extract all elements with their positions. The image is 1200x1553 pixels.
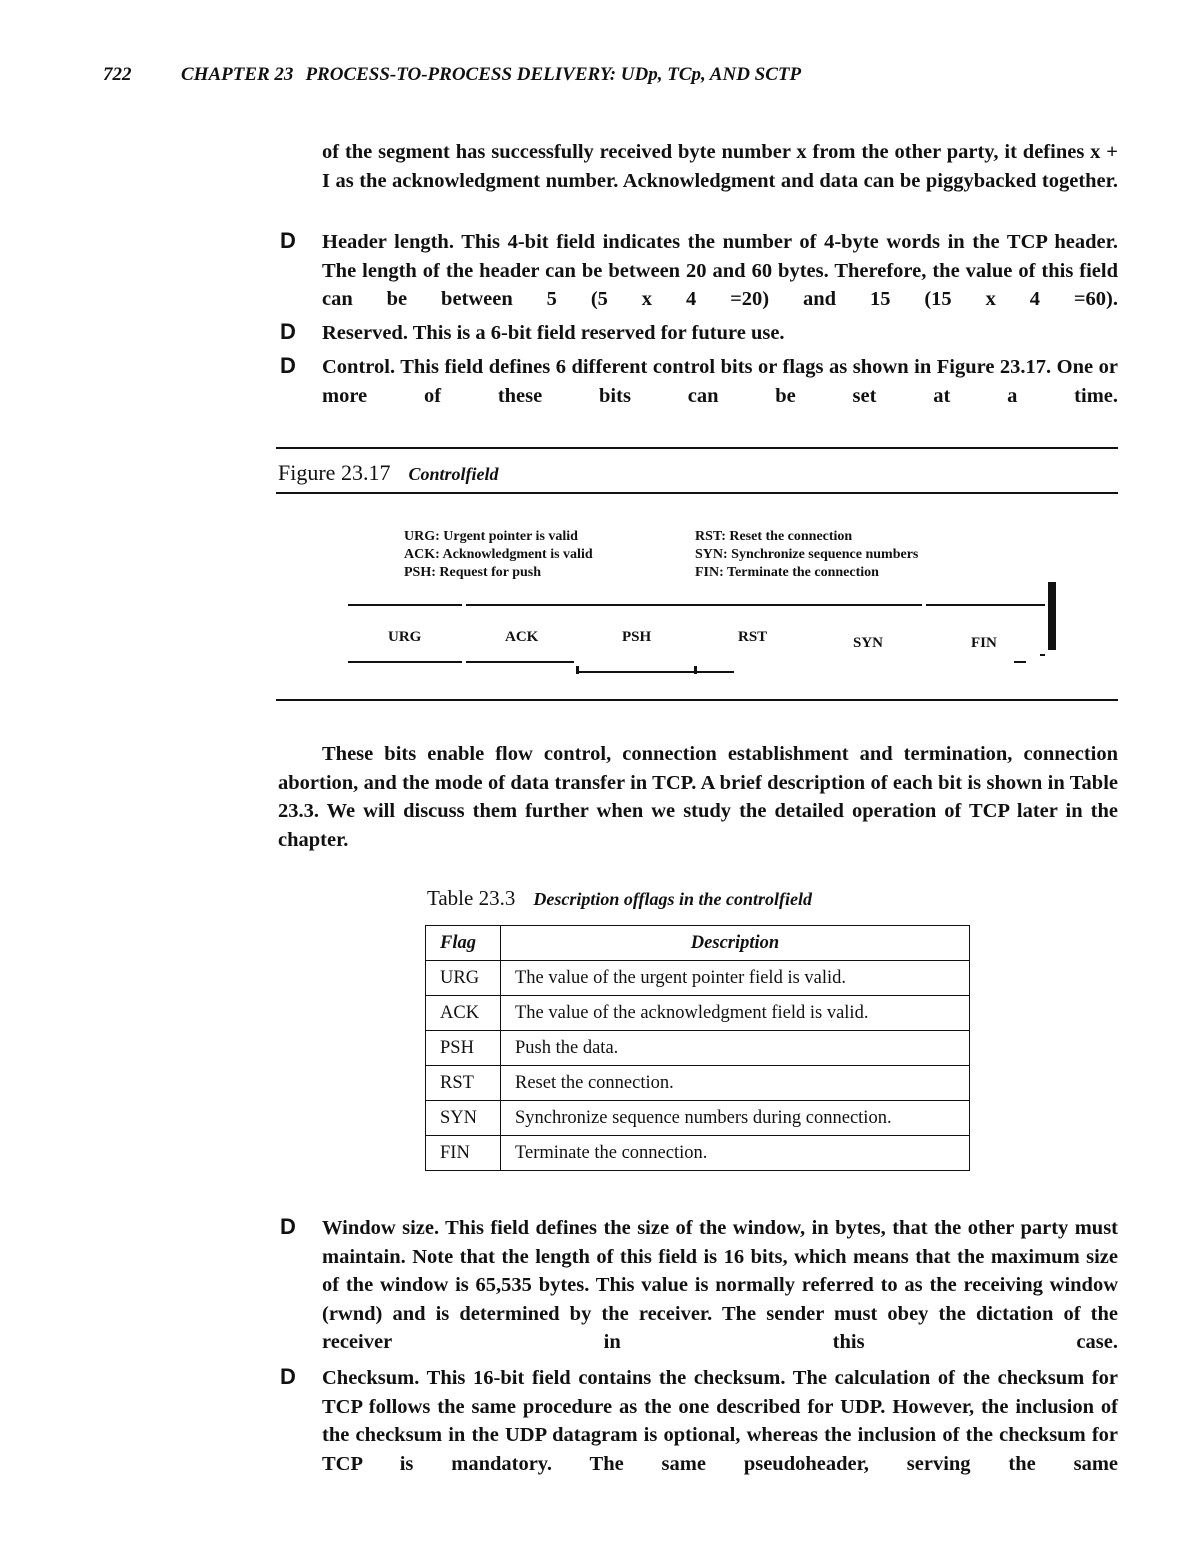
flag-urg: URG [388, 629, 422, 645]
legend-rst: RST: Reset the connection [695, 529, 853, 544]
flag-syn: SYN [853, 635, 884, 651]
figure-bottom-rule [276, 699, 1118, 701]
bullet-marker: D [280, 1214, 296, 1239]
table-row [426, 1066, 970, 1101]
legend-urg: URG: Urgent pointer is valid [404, 529, 578, 544]
flag-cell: RST [426, 1066, 501, 1101]
table-row [426, 961, 970, 996]
figure-top-rule [276, 447, 1118, 449]
bullet-control: Control. This field defines 6 different control bits or flags as shown in Figure 23.17. One or more of these bits can be set at a time. [322, 356, 1118, 407]
flag-cell: URG [426, 961, 501, 996]
table-header-row [426, 926, 970, 961]
description-cell: Reset the connection. [501, 1066, 970, 1101]
description-cell: Push the data. [501, 1031, 970, 1066]
flags-table [425, 925, 970, 1171]
bullet-header-length: Header length. This 4-bit field indicates the number of 4-byte words in the TCP header. The length of the header can be between 20 and 60 bytes. Therefore, the value of this field can be between 5 (5 x 4 =20) and 15 (15 x 4 =60). [322, 231, 1118, 311]
flag-fin: FIN [971, 635, 997, 651]
table-row [426, 1101, 970, 1136]
chapter-title: PROCESS-TO-PROCESS DELIVERY: UDp, TCp, AND SCTP [305, 64, 802, 85]
page-number: 722 [103, 64, 132, 85]
legend-left [404, 528, 593, 582]
flag-rst: RST [738, 629, 768, 645]
legend-syn: SYN: Synchronize sequence numbers [695, 547, 919, 562]
table-row [426, 1136, 970, 1171]
flag-ack: ACK [505, 629, 539, 645]
intro-paragraph: of the segment has successfully received byte number x from the other party, it defines x + I as the acknowledgment number. Acknowledgment and data can be piggybacked together. [322, 141, 1118, 192]
table-number: Table 23.3 [427, 886, 516, 910]
bullet-marker: D [280, 1364, 296, 1389]
bullet-marker: D [280, 228, 296, 253]
table-row [426, 996, 970, 1031]
description-cell: Synchronize sequence numbers during connection. [501, 1101, 970, 1136]
page-header [103, 64, 801, 86]
bullet-reserved: Reserved. This is a 6-bit field reserved for future use. [322, 322, 785, 344]
figure-caption [278, 460, 498, 486]
figure-title-rule [276, 492, 1118, 494]
legend-fin: FIN: Terminate the connection [695, 565, 879, 580]
legend-psh: PSH: Request for push [404, 565, 542, 580]
middle-paragraph: These bits enable flow control, connection establishment and termination, connection abortion, and the mode of data transfer in TCP. A brief description of each bit is shown in Table 23.3. We will discuss them further when we study the detailed operation of TCP later in the chapter. [278, 743, 1118, 851]
bullet-window-size: Window size. This field defines the size of the window, in bytes, that the other party must maintain. Note that the length of this field is 16 bits, which means that the maximum size of the window is 65,535 bytes. This value is normally referred to as the receiving window (rwnd) and is determined by the receiver. The sender must obey the dictation of the receiver in this case. [322, 1217, 1118, 1354]
column-header-description: Description [501, 926, 970, 961]
description-cell: The value of the acknowledgment field is valid. [501, 996, 970, 1031]
column-header-flag: Flag [426, 926, 501, 961]
figure-name: Controlfield [408, 464, 499, 484]
table-name: Description offlags in the controlfield [533, 889, 813, 909]
figure-number: Figure 23.17 [278, 460, 391, 485]
legend-right [695, 528, 918, 582]
description-cell: The value of the urgent pointer field is valid. [501, 961, 970, 996]
table-caption [427, 886, 812, 911]
control-field-diagram [340, 578, 1070, 678]
flag-cell: ACK [426, 996, 501, 1031]
chapter-label: CHAPTER 23 [181, 64, 294, 85]
table-row [426, 1031, 970, 1066]
flag-psh: PSH [622, 629, 652, 645]
flag-cell: FIN [426, 1136, 501, 1171]
bullet-checksum: Checksum. This 16-bit field contains the checksum. The calculation of the checksum for TCP follows the same procedure as the one described for UDP. However, the inclusion of the checksum in the UDP datagram is optional, whereas the inclusion of the checksum for TCP is mandatory. The same pseudoheader, serving the same [322, 1367, 1118, 1475]
legend-ack: ACK: Acknowledgment is valid [404, 547, 593, 562]
bullet-marker: D [280, 319, 296, 344]
flag-cell: PSH [426, 1031, 501, 1066]
flag-cell: SYN [426, 1101, 501, 1136]
description-cell: Terminate the connection. [501, 1136, 970, 1171]
bullet-marker: D [280, 353, 296, 378]
